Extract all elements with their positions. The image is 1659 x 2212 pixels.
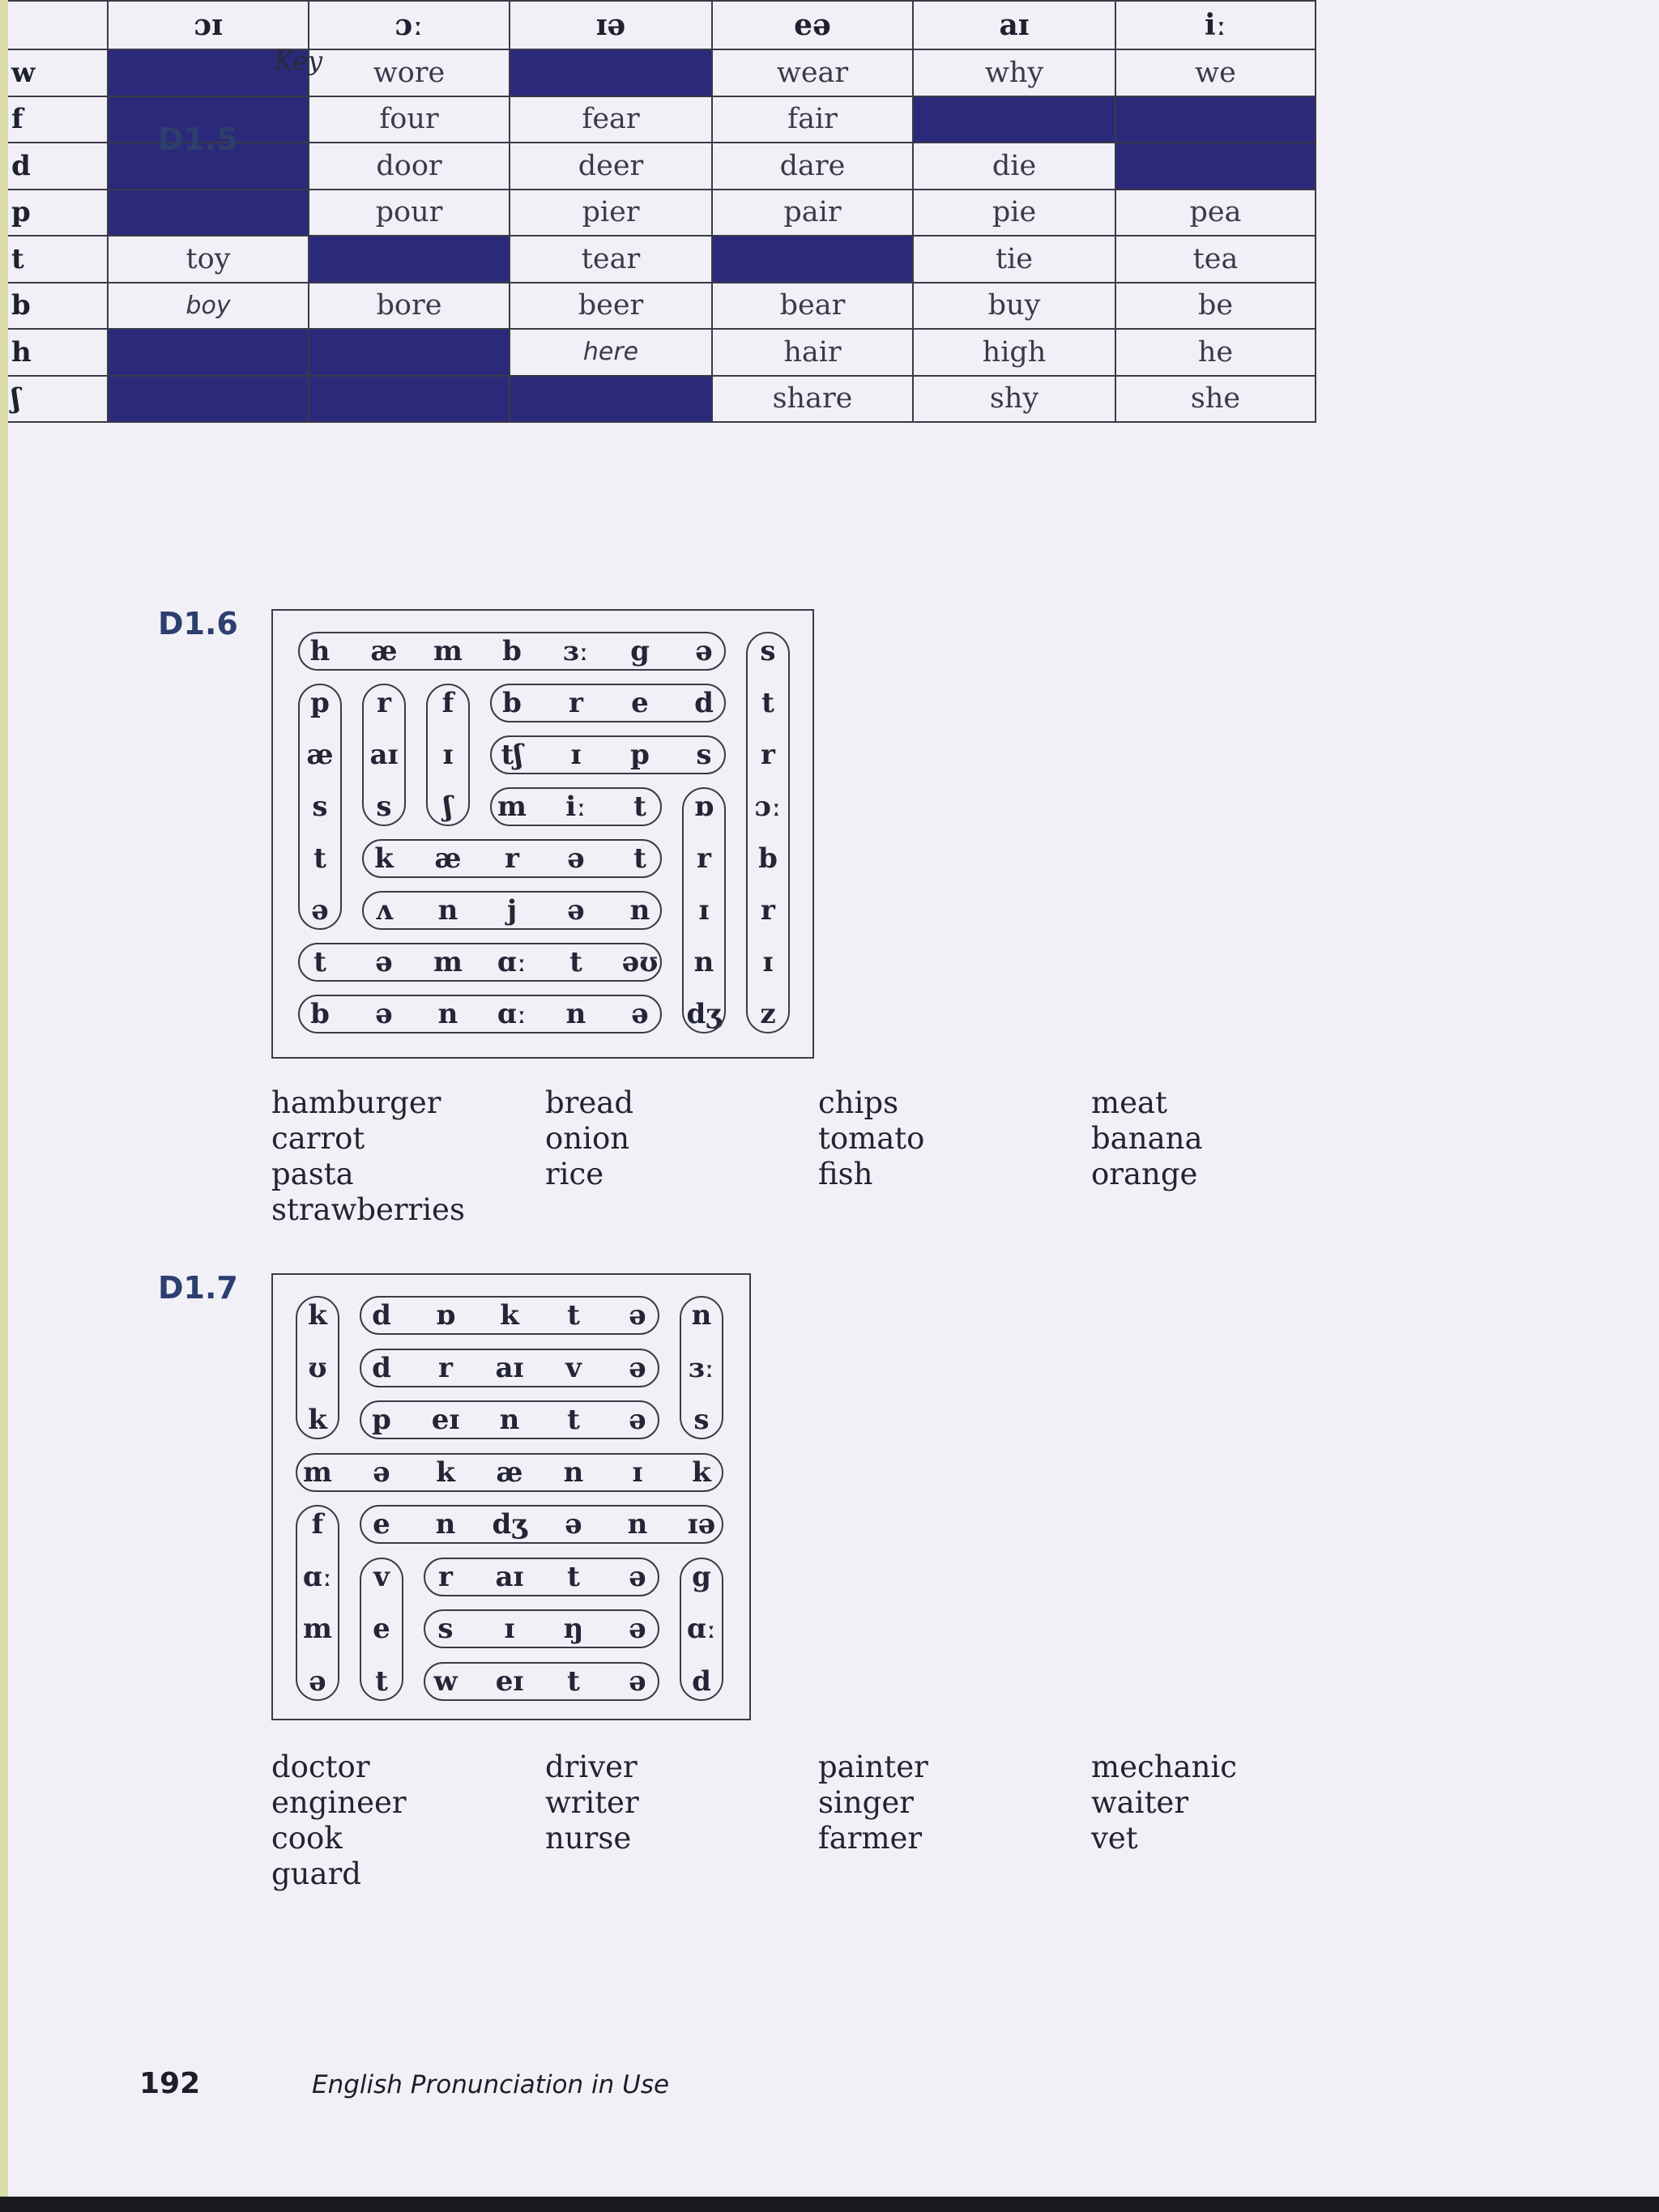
word-highlight-loop: [298, 943, 662, 982]
grid-letter: e: [373, 1613, 390, 1645]
grid-letter: r: [438, 1560, 453, 1593]
answer-word: fish: [818, 1157, 873, 1191]
grid-letter: k: [374, 842, 394, 875]
word-highlight-loop: [490, 684, 726, 722]
word-cell: he: [1115, 329, 1316, 376]
grid-letter: e: [373, 1508, 390, 1541]
shaded-cell: [1115, 96, 1316, 143]
grid-letter: ɪ: [442, 739, 454, 771]
answer-word: writer: [545, 1785, 639, 1820]
grid-letter: ə: [629, 1560, 646, 1593]
grid-letter: ə: [629, 1299, 646, 1332]
grid-letter: dʒ: [686, 998, 722, 1030]
vowel-header: ɔː: [309, 1, 510, 49]
grid-letter: m: [303, 1455, 332, 1489]
consonant-label: t: [1, 236, 108, 283]
answer-word: tomato: [818, 1121, 925, 1156]
word-list-column: [1091, 1750, 1237, 1856]
vowel-header: iː: [1115, 1, 1316, 49]
consonant-label: w: [1, 49, 108, 96]
grid-letter: p: [630, 739, 650, 771]
vowel-header: ɪə: [510, 1, 712, 49]
grid-letter: iː: [565, 791, 586, 823]
word-cell: bear: [712, 283, 913, 330]
table-row: [1, 283, 1316, 330]
word-cell: pea: [1115, 190, 1316, 237]
word-cell: tea: [1115, 236, 1316, 283]
grid-letter: d: [694, 687, 714, 719]
word-cell: pie: [913, 190, 1115, 237]
book-title: English Pronunciation in Use: [312, 2070, 670, 2099]
page-edge: [0, 0, 8, 2212]
grid-letter: r: [569, 687, 583, 719]
vowel-header: eə: [712, 1, 913, 49]
word-cell: boy: [108, 283, 309, 330]
word-cell: four: [309, 96, 510, 143]
table-row: [1, 49, 1316, 96]
word-cell: pier: [510, 190, 712, 237]
answer-word: orange: [1091, 1157, 1198, 1191]
word-cell: we: [1115, 49, 1316, 96]
shaded-cell: [510, 376, 712, 423]
grid-letter: t: [633, 791, 646, 823]
grid-letter: t: [569, 946, 582, 978]
grid-letter: ɜː: [563, 635, 589, 667]
grid-letter: ʊ: [308, 1351, 327, 1384]
word-cell: bore: [309, 283, 510, 330]
word-list-column: [545, 1085, 633, 1192]
grid-letter: æ: [434, 842, 462, 875]
grid-letter: n: [499, 1404, 520, 1436]
grid-letter: z: [760, 998, 776, 1030]
word-cell: wore: [309, 49, 510, 96]
word-list-column: [545, 1750, 639, 1856]
grid-letter: r: [505, 842, 519, 875]
grid-letter: f: [311, 1508, 324, 1541]
word-cell: pair: [712, 190, 913, 237]
grid-letter: ə: [373, 1455, 390, 1489]
grid-letter: ɑː: [497, 946, 527, 978]
consonant-label: d: [1, 143, 108, 190]
grid-letter: t: [313, 946, 326, 978]
shaded-cell: [913, 96, 1115, 143]
grid-letter: r: [697, 842, 711, 875]
grid-letter: ɔː: [754, 791, 782, 823]
grid-letter: b: [310, 998, 330, 1030]
word-cell: pour: [309, 190, 510, 237]
grid-letter: ɪ: [570, 739, 582, 771]
grid-letter: s: [437, 1613, 454, 1645]
grid-letter: g: [692, 1560, 711, 1593]
grid-letter: n: [437, 894, 458, 927]
grid-letter: m: [433, 946, 463, 978]
answer-word: nurse: [545, 1821, 632, 1856]
grid-letter: ə: [629, 1613, 646, 1645]
grid-letter: r: [377, 687, 391, 719]
grid-letter: ɒ: [436, 1299, 455, 1332]
grid-letter: ʌ: [375, 894, 393, 927]
grid-letter: eɪ: [431, 1404, 460, 1436]
grid-letter: g: [630, 635, 650, 667]
answer-word: engineer: [271, 1785, 407, 1820]
section-label-d17: D1.7: [158, 1270, 238, 1306]
grid-letter: t: [567, 1299, 580, 1332]
word-cell: she: [1115, 376, 1316, 423]
word-cell: die: [913, 143, 1115, 190]
word-highlight-loop: [360, 1296, 659, 1335]
scan-edge: [0, 2197, 1659, 2212]
word-highlight-loop: [426, 684, 470, 826]
grid-letter: p: [310, 687, 330, 719]
word-cell: tear: [510, 236, 712, 283]
grid-letter: d: [692, 1664, 711, 1698]
grid-letter: ɪ: [762, 946, 774, 978]
grid-letter: ɜː: [689, 1351, 714, 1384]
word-highlight-loop: [360, 1558, 403, 1701]
grid-letter: ɑː: [686, 1613, 717, 1645]
answer-word: driver: [545, 1750, 638, 1784]
word-highlight-loop: [360, 1349, 659, 1387]
answer-word: hamburger: [271, 1085, 441, 1120]
grid-letter: æ: [370, 635, 398, 667]
answer-word: mechanic: [1091, 1750, 1237, 1784]
grid-letter: eɪ: [495, 1664, 524, 1698]
grid-letter: f: [441, 687, 454, 719]
word-highlight-loop: [424, 1609, 659, 1648]
grid-letter: ʃ: [443, 791, 453, 823]
grid-letter: m: [433, 635, 463, 667]
grid-letter: t: [375, 1664, 388, 1698]
answer-word: guard: [271, 1856, 361, 1891]
grid-letter: p: [372, 1404, 391, 1436]
word-list-column: [818, 1750, 928, 1856]
grid-letter: aɪ: [369, 739, 399, 771]
grid-letter: r: [438, 1351, 453, 1384]
answer-word: pasta: [271, 1157, 354, 1191]
shaded-cell: [108, 329, 309, 376]
grid-letter: ŋ: [563, 1613, 584, 1645]
grid-letter: n: [691, 1299, 712, 1332]
word-list-column: [1091, 1085, 1203, 1192]
shaded-cell: [510, 49, 712, 96]
word-highlight-loop: [424, 1662, 659, 1701]
word-cell: shy: [913, 376, 1115, 423]
grid-letter: ɪ: [698, 894, 710, 927]
grid-letter: ə: [567, 894, 585, 927]
word-cell: beer: [510, 283, 712, 330]
grid-letter: m: [303, 1613, 332, 1645]
grid-letter: w: [433, 1664, 458, 1698]
word-highlight-loop: [490, 787, 662, 826]
answer-word: onion: [545, 1121, 630, 1156]
word-list-column: [271, 1085, 465, 1228]
grid-letter: k: [692, 1455, 711, 1489]
grid-letter: s: [693, 1404, 710, 1436]
grid-letter: v: [373, 1560, 390, 1593]
section-label-d16: D1.6: [158, 606, 238, 641]
grid-letter: ə: [375, 946, 393, 978]
word-search-grid-food: [271, 609, 814, 1059]
word-cell: tie: [913, 236, 1115, 283]
word-highlight-loop: [362, 891, 662, 930]
answer-word: banana: [1091, 1121, 1203, 1156]
grid-letter: e: [631, 687, 649, 719]
word-search-grid-jobs: [271, 1273, 751, 1720]
grid-letter: əʊ: [621, 946, 659, 978]
shaded-cell: [309, 329, 510, 376]
grid-letter: d: [372, 1351, 391, 1384]
word-highlight-loop: [296, 1296, 339, 1439]
grid-letter: aɪ: [495, 1560, 524, 1593]
grid-letter: d: [372, 1299, 391, 1332]
grid-letter: n: [627, 1508, 648, 1541]
shaded-cell: [309, 376, 510, 423]
grid-letter: æ: [496, 1455, 523, 1489]
consonant-label: p: [1, 190, 108, 237]
vowel-header: aɪ: [913, 1, 1115, 49]
grid-letter: aɪ: [495, 1351, 524, 1384]
answer-word: meat: [1091, 1085, 1167, 1120]
grid-letter: t: [567, 1560, 580, 1593]
word-highlight-loop: [680, 1558, 723, 1701]
answer-word: singer: [818, 1785, 914, 1820]
grid-letter: r: [761, 894, 775, 927]
grid-letter: ɒ: [694, 791, 714, 823]
grid-letter: ə: [375, 998, 393, 1030]
grid-letter: s: [760, 635, 776, 667]
word-highlight-loop: [490, 735, 726, 774]
shaded-cell: [712, 236, 913, 283]
word-highlight-loop: [362, 839, 662, 878]
grid-letter: ə: [311, 894, 329, 927]
word-highlight-loop: [424, 1558, 659, 1596]
answer-word: vet: [1091, 1821, 1138, 1856]
grid-letter: t: [761, 687, 774, 719]
word-list-column: [818, 1085, 924, 1192]
minimal-pair-table: [0, 0, 1316, 423]
word-highlight-loop: [296, 1505, 339, 1701]
grid-letter: n: [435, 1508, 456, 1541]
word-cell: fear: [510, 96, 712, 143]
word-highlight-loop: [298, 995, 662, 1034]
grid-letter: s: [312, 791, 328, 823]
word-cell: dare: [712, 143, 913, 190]
grid-letter: m: [497, 791, 527, 823]
answer-word: cook: [271, 1821, 343, 1856]
grid-letter: k: [308, 1299, 327, 1332]
grid-letter: s: [696, 739, 712, 771]
table-row: [1, 236, 1316, 283]
grid-letter: ə: [631, 998, 649, 1030]
page-number: 192: [139, 2067, 201, 2100]
grid-letter: ɑː: [497, 998, 527, 1030]
grid-letter: n: [437, 998, 458, 1030]
grid-letter: ə: [309, 1664, 326, 1698]
word-cell: deer: [510, 143, 712, 190]
shaded-cell: [108, 190, 309, 237]
grid-letter: ɪ: [632, 1455, 643, 1489]
grid-letter: ə: [565, 1508, 582, 1541]
answer-word: chips: [818, 1085, 899, 1120]
grid-letter: ɪə: [687, 1508, 716, 1541]
word-highlight-loop: [360, 1505, 723, 1544]
vowel-header: ɔɪ: [108, 1, 309, 49]
word-cell: share: [712, 376, 913, 423]
word-cell: buy: [913, 283, 1115, 330]
word-cell: here: [510, 329, 712, 376]
shaded-cell: [108, 376, 309, 423]
running-header: Key: [274, 45, 323, 76]
shaded-cell: [309, 236, 510, 283]
word-cell: toy: [108, 236, 309, 283]
grid-letter: k: [500, 1299, 519, 1332]
table-row: [1, 376, 1316, 423]
answer-word: bread: [545, 1085, 634, 1120]
grid-letter: k: [436, 1455, 455, 1489]
grid-letter: tʃ: [501, 739, 523, 771]
grid-letter: k: [308, 1404, 327, 1436]
word-highlight-loop: [362, 684, 406, 826]
grid-letter: b: [758, 842, 778, 875]
consonant-label: ʃ: [1, 376, 108, 423]
grid-letter: dʒ: [492, 1508, 527, 1541]
grid-letter: b: [502, 687, 522, 719]
answer-word: carrot: [271, 1121, 365, 1156]
grid-letter: t: [567, 1664, 580, 1698]
shaded-cell: [1115, 143, 1316, 190]
word-cell: fair: [712, 96, 913, 143]
grid-letter: n: [693, 946, 714, 978]
grid-letter: ə: [629, 1664, 646, 1698]
answer-word: strawberries: [271, 1192, 465, 1227]
word-cell: why: [913, 49, 1115, 96]
word-cell: high: [913, 329, 1115, 376]
answer-word: rice: [545, 1157, 604, 1191]
section-label-d15: D1.5: [158, 121, 238, 157]
grid-letter: s: [376, 791, 392, 823]
consonant-label: h: [1, 329, 108, 376]
grid-letter: æ: [306, 739, 334, 771]
grid-letter: b: [502, 635, 522, 667]
word-cell: hair: [712, 329, 913, 376]
word-highlight-loop: [682, 787, 726, 1034]
answer-word: farmer: [818, 1821, 923, 1856]
grid-letter: ə: [695, 635, 713, 667]
word-highlight-loop: [680, 1296, 723, 1439]
word-highlight-loop: [296, 1453, 723, 1492]
grid-letter: r: [761, 739, 775, 771]
grid-letter: t: [633, 842, 646, 875]
grid-letter: j: [506, 894, 518, 927]
word-highlight-loop: [298, 684, 342, 930]
word-cell: wear: [712, 49, 913, 96]
word-list-column: [271, 1750, 407, 1892]
grid-letter: n: [629, 894, 650, 927]
table-row: [1, 190, 1316, 237]
grid-letter: t: [313, 842, 326, 875]
grid-letter: ɪ: [504, 1613, 515, 1645]
word-cell: be: [1115, 283, 1316, 330]
grid-letter: n: [563, 1455, 584, 1489]
grid-letter: ə: [567, 842, 585, 875]
grid-letter: ɑː: [302, 1560, 333, 1593]
consonant-label: f: [1, 96, 108, 143]
grid-letter: ə: [629, 1351, 646, 1384]
table-row: [1, 329, 1316, 376]
word-cell: door: [309, 143, 510, 190]
consonant-label: b: [1, 283, 108, 330]
grid-letter: ə: [629, 1404, 646, 1436]
answer-word: waiter: [1091, 1785, 1189, 1820]
grid-letter: n: [565, 998, 586, 1030]
answer-word: painter: [818, 1750, 928, 1784]
answer-word: doctor: [271, 1750, 370, 1784]
table-corner-cell: [1, 1, 108, 49]
word-highlight-loop: [746, 632, 790, 1034]
grid-letter: t: [567, 1404, 580, 1436]
word-highlight-loop: [360, 1400, 659, 1439]
grid-letter: h: [309, 635, 331, 667]
grid-letter: v: [565, 1351, 582, 1384]
word-highlight-loop: [298, 632, 726, 671]
